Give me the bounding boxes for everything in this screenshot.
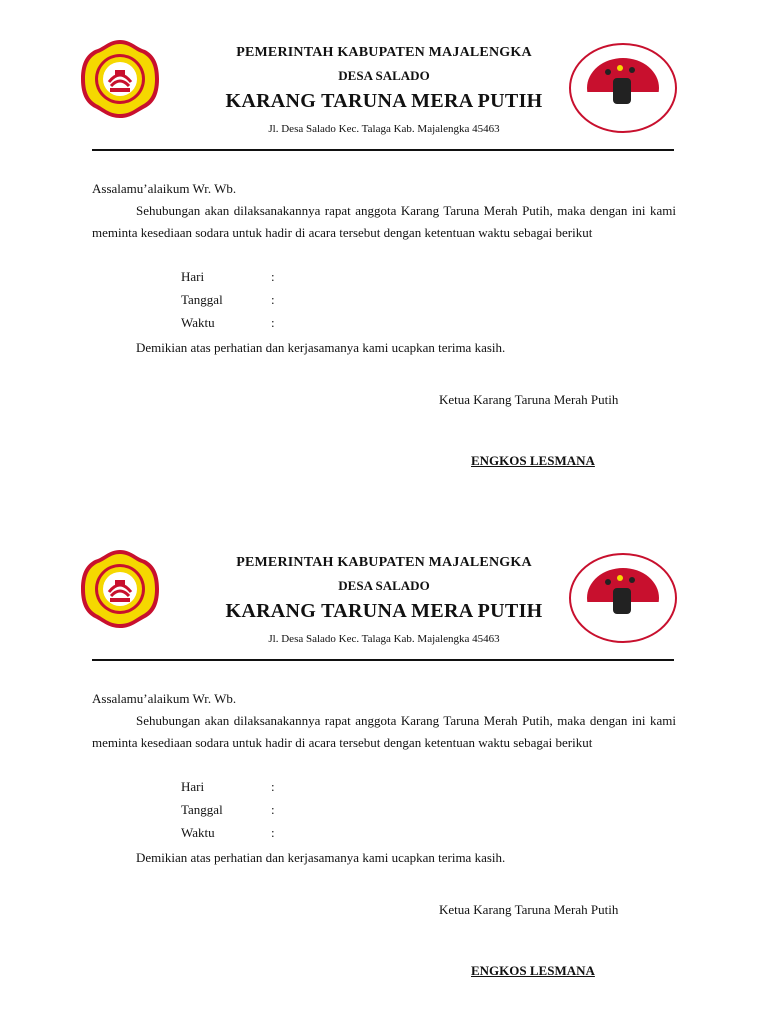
field-label-day: Hari <box>181 779 205 794</box>
field-label-day: Hari <box>181 269 205 284</box>
field-colon: : <box>271 269 275 284</box>
signature-name: ENGKOS LESMANA <box>471 453 595 468</box>
invitation-letter-1 <box>0 0 768 510</box>
field-label-time: Waktu <box>181 315 215 330</box>
invitation-letter-2 <box>0 510 768 1020</box>
greeting: Assalamu’alaikum Wr. Wb. <box>92 691 237 706</box>
karang-taruna-emblem-icon <box>568 42 678 134</box>
majalengka-regency-seal-icon <box>79 38 161 120</box>
karang-taruna-emblem-icon <box>568 552 678 644</box>
body-paragraph: Sehubungan akan dilaksanakannya rapat anggota Karang Taruna Merah Putih, maka dengan ini kami meminta kesediaan sodara untuk hadir di acara tersebut dengan ketentuan waktu sebagai berikut <box>92 203 676 240</box>
field-colon: : <box>271 315 275 330</box>
field-label-time: Waktu <box>181 825 215 840</box>
header-address: Jl. Desa Salado Kec. Talaga Kab. Majalengka 45463 <box>268 123 500 135</box>
field-colon: : <box>271 292 275 307</box>
header-village: DESA SALADO <box>338 68 430 83</box>
closing-sentence: Demikian atas perhatian dan kerjasamanya kami ucapkan terima kasih. <box>136 340 506 355</box>
header-government: PEMERINTAH KABUPATEN MAJALENGKA <box>236 45 532 60</box>
majalengka-regency-seal-icon <box>79 548 161 630</box>
header-organization: KARANG TARUNA MERA PUTIH <box>225 90 543 112</box>
closing-sentence: Demikian atas perhatian dan kerjasamanya kami ucapkan terima kasih. <box>136 850 506 865</box>
header-divider <box>92 659 674 661</box>
header-village: DESA SALADO <box>338 578 430 593</box>
field-label-date: Tanggal <box>181 802 223 817</box>
header-divider <box>92 149 674 151</box>
field-colon: : <box>271 779 275 794</box>
header-organization: KARANG TARUNA MERA PUTIH <box>225 600 543 622</box>
body-paragraph: Sehubungan akan dilaksanakannya rapat anggota Karang Taruna Merah Putih, maka dengan ini kami meminta kesediaan sodara untuk hadir di acara tersebut dengan ketentuan waktu sebagai berikut <box>92 713 676 750</box>
signature-name: ENGKOS LESMANA <box>471 963 595 978</box>
signature-title: Ketua Karang Taruna Merah Putih <box>439 392 619 407</box>
field-label-date: Tanggal <box>181 292 223 307</box>
field-colon: : <box>271 825 275 840</box>
header-address: Jl. Desa Salado Kec. Talaga Kab. Majalengka 45463 <box>268 633 500 645</box>
field-colon: : <box>271 802 275 817</box>
header-government: PEMERINTAH KABUPATEN MAJALENGKA <box>236 555 532 570</box>
signature-title: Ketua Karang Taruna Merah Putih <box>439 902 619 917</box>
greeting: Assalamu’alaikum Wr. Wb. <box>92 181 237 196</box>
